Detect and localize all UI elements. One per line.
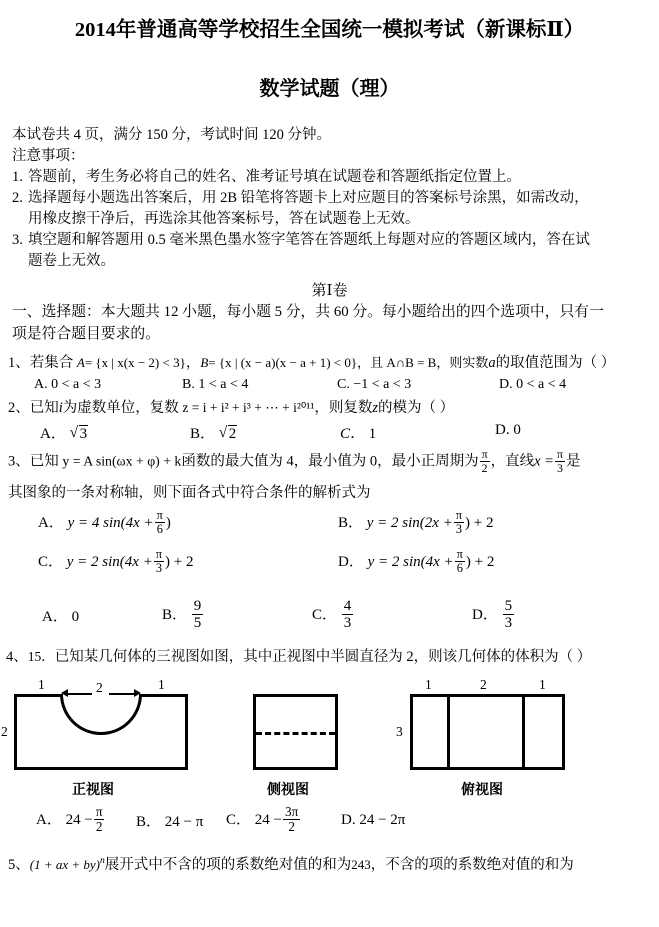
fraction-denominator: 2 (480, 461, 490, 475)
option-c-fraction (342, 598, 354, 631)
notice-number: 3. (12, 232, 23, 248)
fraction-denominator: 3 (504, 614, 513, 631)
notice-number: 1. (12, 169, 23, 185)
three-view-figures (0, 676, 659, 804)
option-a-fraction (155, 509, 165, 537)
side-view-caption: 侧视图 (267, 783, 309, 799)
question-5-number: 5、 (8, 856, 30, 873)
option-c-fraction (154, 548, 164, 576)
option-c[interactable] (340, 422, 495, 443)
question-2-text-4: 的模为（ ） (378, 400, 455, 416)
question-4-text: 已知某几何体的三视图如图，其中正视图中半圆直径为 2，则该几何体的体积为（ ） (54, 649, 592, 666)
option-c-tag: C． (38, 554, 64, 571)
paper-part-heading: 第Ⅰ卷 (311, 283, 348, 299)
front-view-label-mid: 2 (96, 680, 103, 696)
fraction-numerator: π (556, 447, 563, 461)
option-a-radicand: 3 (79, 426, 88, 442)
notice-text: 答题前，考生务必将自己的姓名、准考证号填在试题卷和答题纸指定位置上。 (28, 169, 521, 185)
option-a[interactable] (36, 806, 136, 836)
fraction-numerator: 3π (284, 804, 299, 820)
option-c[interactable] (38, 549, 338, 577)
option-b-tag: B． (338, 514, 364, 531)
option-d-post: ) + 2 (465, 554, 495, 571)
fraction-denominator: 3 (154, 561, 164, 575)
question-3-number: 3、 (8, 453, 30, 470)
arrow-head-left-icon (61, 689, 68, 697)
option-b-tag: B． (162, 606, 188, 623)
option-a-post: ) (165, 514, 171, 531)
arrow-head-right-icon (134, 689, 141, 697)
fraction-numerator: π (155, 547, 163, 562)
question-3-text-4: 是 (565, 453, 581, 470)
option-d[interactable] (341, 812, 405, 829)
question-1-number: 1、 (8, 355, 30, 371)
page-subtitle: 数学试题（理） (259, 78, 400, 100)
option-b[interactable] (162, 599, 312, 632)
notice-item-1 (12, 167, 647, 188)
notice-text-line2: 题卷上无效。 (28, 253, 115, 269)
option-b[interactable]: B. 1 < a < 4 (182, 377, 249, 392)
question-2-text-2: 为虚数单位，复数 (62, 400, 179, 416)
option-a[interactable] (38, 507, 338, 538)
option-d[interactable]: D. 0 < a < 4 (499, 377, 567, 392)
option-a-value: 0 (71, 608, 80, 625)
page-title: 2014年普通高等学校招生全国统一模拟考试（新课标Ⅱ） (74, 19, 585, 41)
fraction-numerator: 9 (193, 597, 202, 614)
front-view-label-right: 1 (158, 677, 165, 693)
front-view-label-left: 1 (38, 677, 45, 693)
option-c[interactable] (312, 599, 472, 632)
fraction-options-row (0, 599, 659, 632)
question-3-text-2: 函数的最大值为 4，最小值为 0，最小正周期为 (181, 453, 479, 470)
question-5 (0, 850, 659, 876)
option-a-pre: 24 − (65, 812, 93, 829)
top-view-label-height: 3 (396, 724, 403, 740)
question-3-options-row1 (0, 507, 659, 538)
option-a-tag: A． (38, 514, 64, 531)
option-a-tag: A． (36, 812, 62, 829)
option-a-tag: A． (42, 608, 68, 625)
option-d[interactable] (495, 422, 521, 443)
choice-intro-block (0, 302, 659, 345)
arrow-line-left (68, 693, 92, 695)
question-5-text: 展开式中不含的项的系数绝对值的和为 (104, 856, 352, 873)
fraction-numerator: π (156, 507, 163, 522)
notice-label: 注意事项： (12, 148, 85, 164)
top-view-rectangle (410, 694, 565, 770)
fraction-denominator: 6 (455, 561, 465, 575)
fraction-denominator: 3 (454, 522, 464, 536)
fraction-numerator: 5 (504, 597, 513, 614)
option-c[interactable]: C. −1 < a < 3 (337, 377, 412, 392)
option-d-value: 0 (513, 422, 521, 438)
option-d-pre: y = 2 sin(4x + (367, 554, 454, 571)
option-b-pre: y = 2 sin(2x + (366, 514, 453, 531)
option-d[interactable] (472, 599, 515, 632)
option-c-pre: 24 − (254, 812, 282, 829)
option-c-tag: C． (312, 606, 338, 623)
exam-page (0, 12, 659, 927)
option-c[interactable] (226, 806, 341, 836)
option-d-tag: D． (338, 554, 364, 571)
top-view-label-1a: 1 (425, 677, 432, 693)
option-b[interactable] (136, 810, 226, 831)
question-1-variable: a (488, 355, 496, 371)
option-b-tag: B． (136, 814, 162, 831)
option-a-pre: y = 4 sin(4x + (67, 514, 154, 531)
question-2-options (0, 422, 659, 443)
fraction-denominator: 6 (155, 522, 165, 536)
option-b[interactable] (338, 507, 638, 538)
side-view-hidden-line (256, 732, 335, 735)
option-d[interactable] (338, 549, 638, 577)
question-1-setB-lhs: B (200, 355, 209, 370)
exam-info-line: 本试卷共 4 页，满分 150 分，考试时间 120 分钟。 (12, 127, 331, 143)
option-a[interactable]: A. 0 < a < 3 (34, 377, 102, 392)
question-3-options-row2 (0, 549, 659, 577)
question-2 (0, 397, 659, 419)
notice-number: 2. (12, 190, 23, 206)
top-view-label-1b: 1 (539, 677, 546, 693)
question-5-expression-base: (1 + ax + by) (29, 856, 100, 872)
question-3-function: y = A sin(ωx + φ) + k (62, 453, 182, 469)
question-3-period-fraction (480, 448, 490, 475)
question-2-text-3: ，则复数 (314, 400, 373, 416)
top-view-caption: 俯视图 (461, 783, 503, 799)
option-b-fraction (192, 598, 204, 631)
fraction-numerator: π (455, 507, 463, 522)
question-3-x-fraction (555, 448, 565, 475)
front-view-label-height: 2 (1, 724, 8, 740)
notice-item-2 (12, 188, 647, 230)
option-b-fraction (454, 509, 464, 537)
question-5-text-2: ，不含的项的系数绝对值的和为 (370, 856, 574, 873)
sqrt-icon (219, 425, 238, 443)
fraction-numerator: 4 (343, 597, 352, 614)
notice-item-3 (12, 230, 647, 272)
option-c-value: 1 (368, 426, 377, 442)
question-1: 1、若集合 A= {x | x(x − 2) < 3}，B= {x | (x − a)(x − a + 1) < 0}，且 A∩B = B，则实数a的取值范围为（ ） (8, 355, 616, 371)
question-3-text-1: 已知 (29, 453, 59, 470)
option-d-fraction (455, 548, 465, 576)
fraction-denominator: 2 (94, 819, 105, 834)
fraction-denominator: 3 (343, 614, 352, 631)
notice-text-line1: 选择题每小题选出答案后，用 2B 铅笔将答题卡上对应题目的答案标号涂黑，如需改动， (28, 190, 589, 206)
fraction-numerator: π (95, 804, 103, 820)
choice-intro-line2: 项是符合题目要求的。 (12, 325, 160, 342)
fraction-denominator: 3 (555, 461, 565, 475)
top-view-label-2: 2 (480, 677, 487, 693)
question-4 (0, 646, 659, 668)
notice-text (28, 230, 647, 272)
front-view-dimension-arrows (61, 688, 141, 700)
question-3 (0, 449, 659, 476)
sqrt-icon (70, 425, 89, 443)
front-view-caption: 正视图 (72, 783, 114, 799)
option-a-fraction (94, 805, 105, 835)
question-1-lead: 若集合 (29, 355, 74, 371)
question-2-var-i: i (58, 400, 63, 416)
question-4-options (0, 806, 659, 836)
question-2-expression: z = i + i² + i³ + ⋯ + i²⁰¹¹ (182, 400, 315, 415)
question-4-number: 4、 (6, 649, 28, 666)
exam-info-block (0, 125, 659, 272)
fraction-denominator: 2 (283, 819, 300, 834)
top-view-divider-1 (447, 694, 450, 770)
fraction-denominator: 5 (193, 614, 202, 631)
notice-text (28, 188, 647, 230)
question-3-text-3: ，直线 (490, 453, 535, 470)
top-view-divider-2 (522, 694, 525, 770)
fraction-numerator: π (481, 447, 488, 461)
option-b-post: ) + 2 (465, 514, 494, 531)
question-1-setA-rhs: = {x | x(x − 2) < 3} (84, 355, 186, 370)
option-d-tag: D. (341, 812, 356, 829)
question-5-value: 243 (351, 856, 371, 872)
option-c-tag: C． (340, 426, 366, 442)
question-5-expression-exponent: n (100, 854, 105, 866)
question-2-number: 2、 (8, 400, 30, 416)
option-c-post: ) + 2 (165, 554, 194, 571)
option-b[interactable] (190, 422, 340, 443)
notice-text-line1: 填空题和解答题用 0.5 毫米黑色墨水签字笔答在答题纸上每题对应的答题区域内，答在试 (28, 232, 590, 248)
question-1-tail: 的取值范围为（ ） (495, 355, 616, 371)
question-4-subnumber: 15． (27, 649, 55, 665)
option-d-fraction (503, 598, 515, 631)
option-d-value: 24 − 2π (359, 812, 406, 829)
option-d-tag: D. (495, 422, 510, 438)
question-1-condition: ，且 A∩B = B，则实数 (357, 355, 489, 370)
question-2-text-1: 已知 (29, 400, 59, 416)
option-c-tag: C． (226, 812, 252, 829)
option-a-tag: A． (40, 426, 66, 442)
question-3-line2: 其图象的一条对称轴，则下面各式中符合条件的解析式为 (8, 484, 371, 501)
option-c-pre: y = 2 sin(4x + (66, 554, 153, 571)
arrow-line-right (109, 693, 134, 695)
question-3-x-equation: x = (534, 453, 554, 470)
question-1-setB-rhs: = {x | (x − a)(x − a + 1) < 0} (208, 355, 358, 370)
option-b-tag: B． (190, 426, 216, 442)
option-c-fraction (283, 805, 300, 835)
option-b-value: 24 − π (164, 814, 204, 831)
fraction-numerator: π (456, 547, 463, 562)
notice-text-line2: 用橡皮擦干净后，再选涂其他答案标号，答在试题卷上无效。 (28, 211, 420, 227)
question-2-var-z: z (372, 400, 379, 416)
option-a[interactable] (42, 605, 162, 626)
option-b-radicand: 2 (228, 426, 237, 442)
question-1-setA-lhs: A (76, 355, 85, 370)
option-a[interactable] (40, 422, 190, 443)
option-d-tag: D． (472, 606, 498, 623)
question-1-options (0, 377, 659, 393)
choice-intro-line1: 一、选择题：本大题共 12 小题，每小题 5 分，共 60 分。每小题给出的四个选项中，只有一 (12, 304, 604, 320)
